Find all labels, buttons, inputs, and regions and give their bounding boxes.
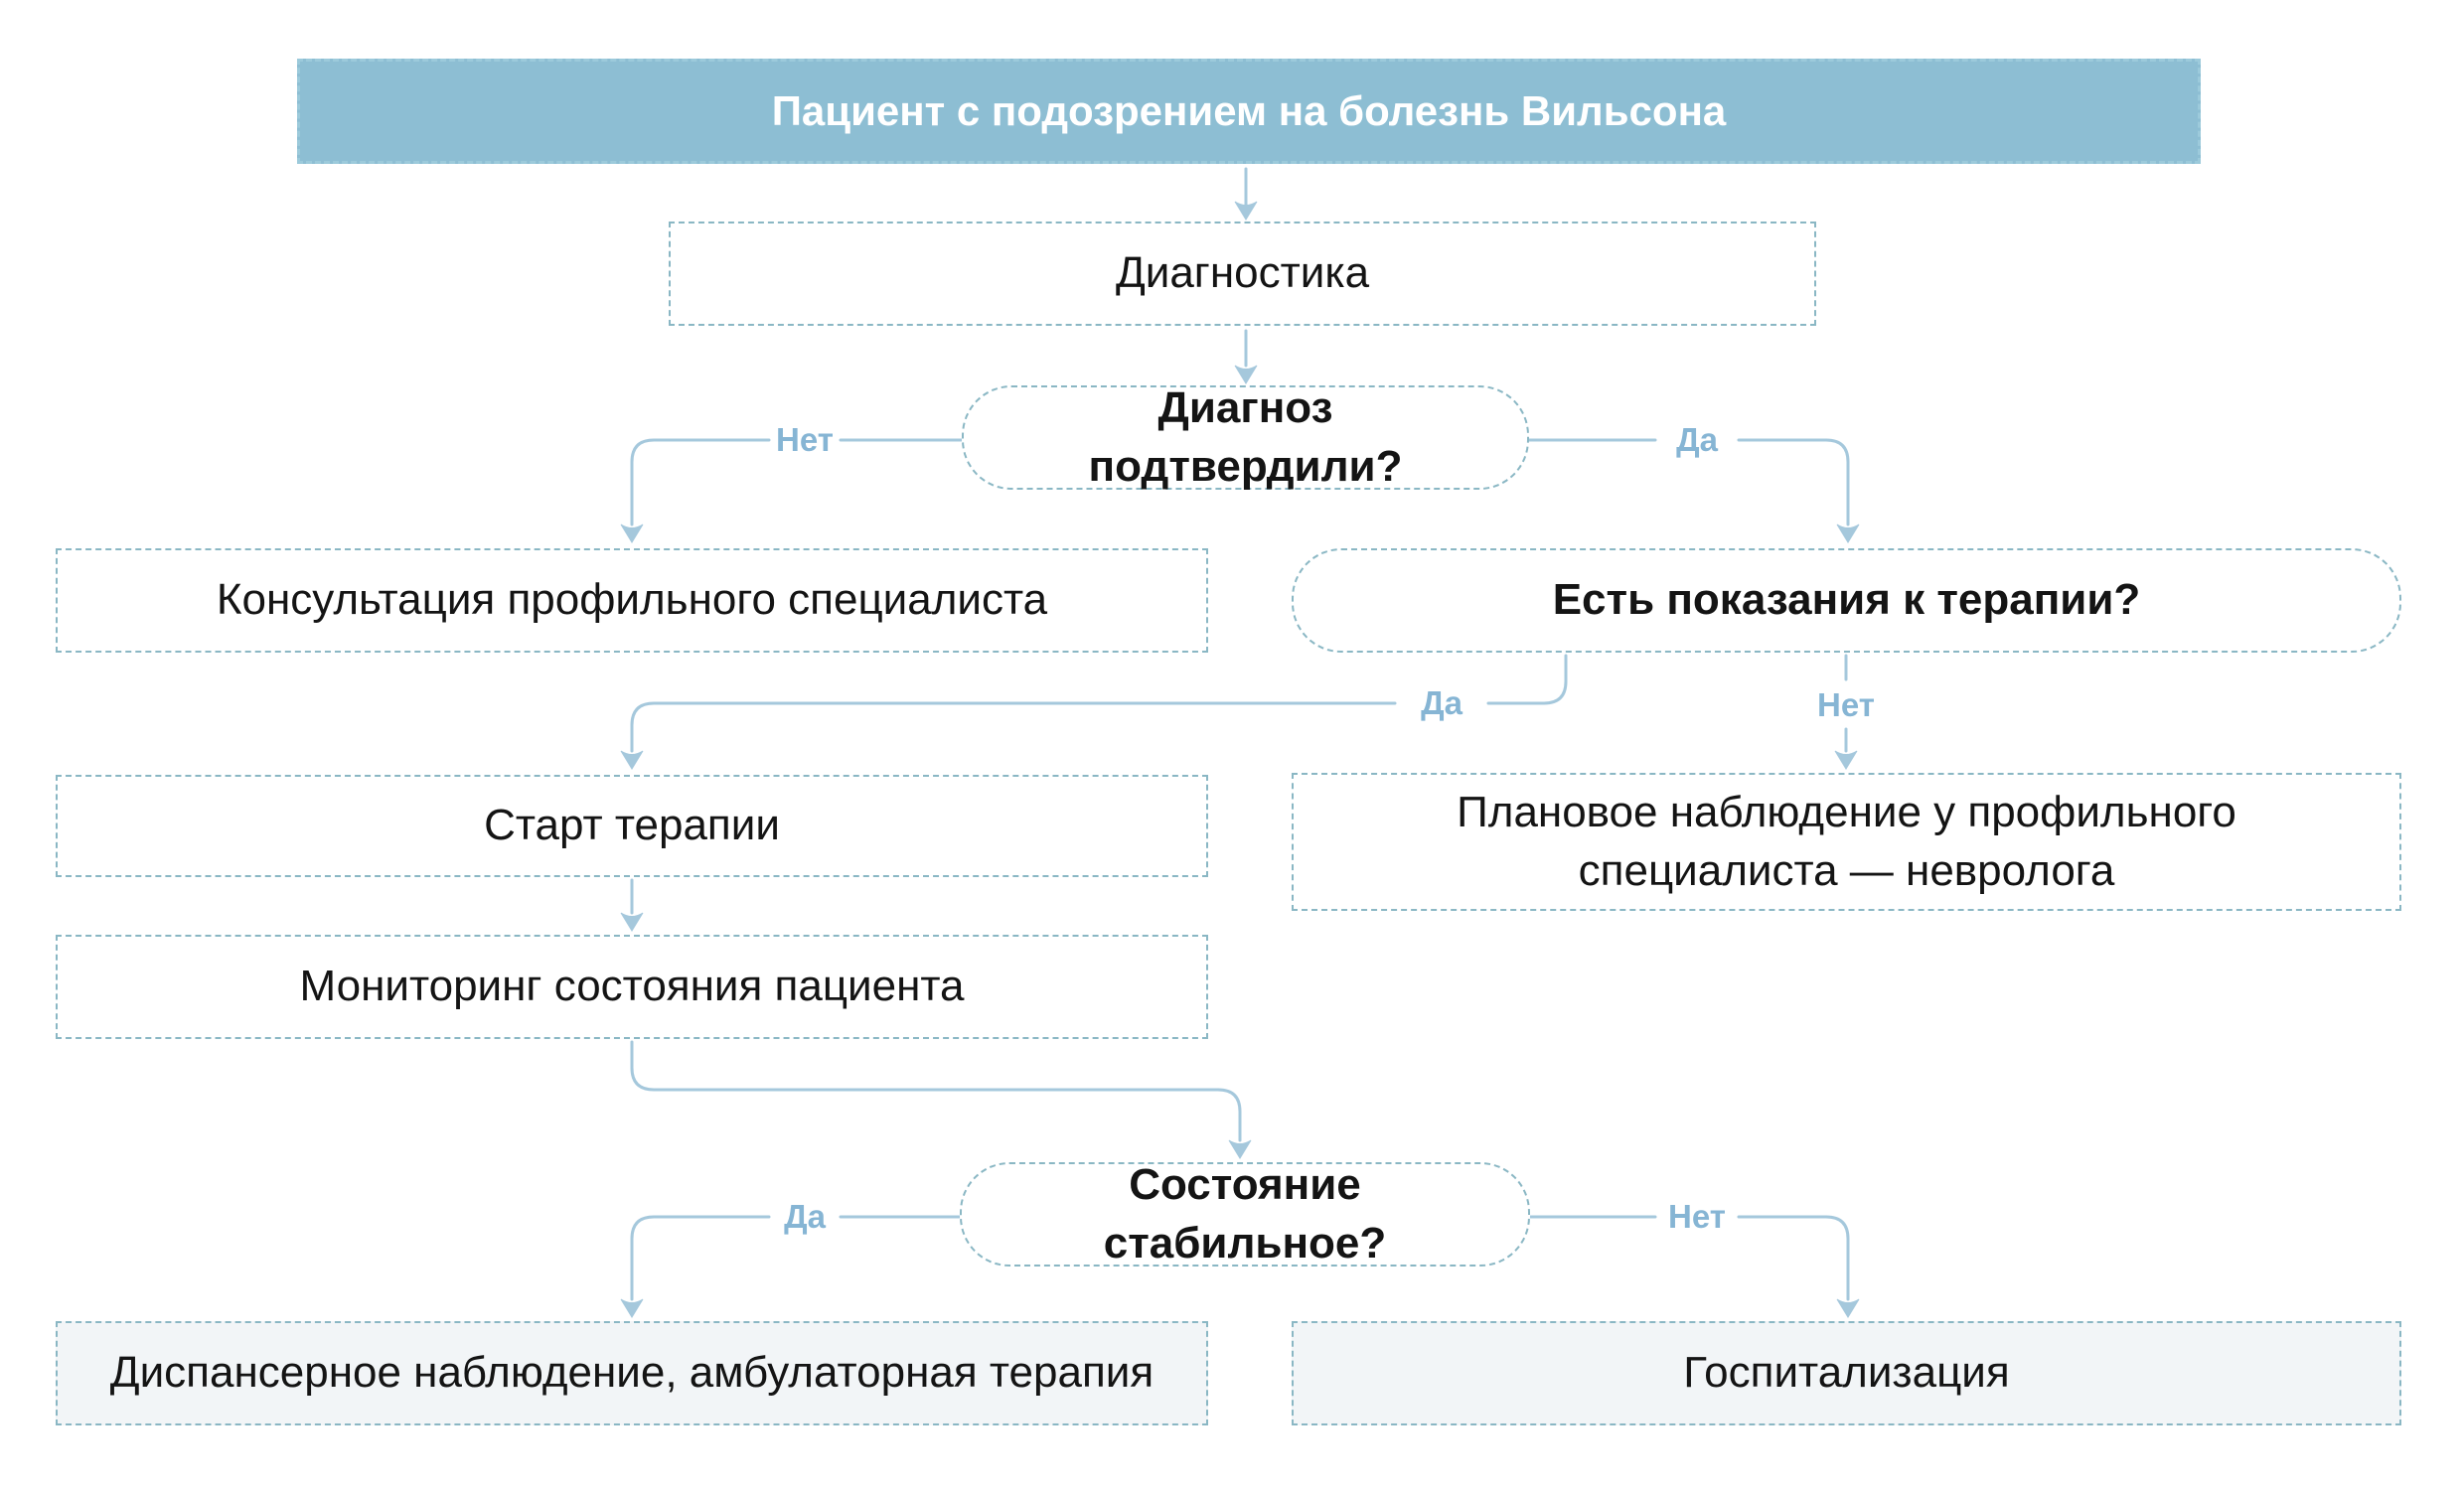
arrowhead — [621, 524, 643, 542]
connector-stable-yes — [632, 1217, 769, 1299]
node-start: Пациент с подозрением на болезнь Вильсона — [297, 59, 2201, 164]
edge-label-therapy-no: Нет — [1817, 686, 1875, 723]
node-routine-observation: Плановое наблюдение у профильного специалиста — невролога — [1292, 773, 2401, 911]
arrowhead — [621, 751, 643, 769]
node-dispensary: Диспансерное наблюдение, амбулаторная терапия — [56, 1321, 1208, 1425]
connector-diagnosis-no — [632, 440, 769, 524]
connector-monitoring-stable — [632, 1042, 1240, 1140]
connector-diagnosis-yes — [1739, 440, 1848, 524]
edge-label-stable-no: Нет — [1668, 1198, 1726, 1235]
node-therapy-indicated: Есть показания к терапии? — [1292, 548, 2401, 653]
node-diagnostics: Диагностика — [669, 222, 1816, 326]
node-start-therapy: Старт терапии — [56, 775, 1208, 877]
node-consultation: Консультация профильного специалиста — [56, 548, 1208, 653]
edge-label-diagnosis-yes: Да — [1676, 421, 1718, 458]
edge-label-therapy-yes: Да — [1421, 684, 1463, 721]
arrowhead — [1235, 202, 1257, 220]
arrowhead — [1229, 1140, 1251, 1158]
arrowhead — [621, 1299, 643, 1317]
arrowhead — [1837, 1299, 1859, 1317]
node-monitoring: Мониторинг состояния пациента — [56, 935, 1208, 1039]
node-hospitalization: Госпитализация — [1292, 1321, 2401, 1425]
connector-stable-no — [1739, 1217, 1848, 1299]
node-condition-stable: Состояние стабильное? — [960, 1162, 1530, 1267]
connector-therapy-yes — [632, 703, 1395, 751]
edge-label-diagnosis-no: Нет — [776, 421, 834, 458]
arrowhead — [621, 913, 643, 931]
node-diagnosis-confirmed: Диагноз подтвердили? — [962, 385, 1529, 490]
arrowhead — [1837, 524, 1859, 542]
connector-therapy-yes — [1488, 656, 1566, 703]
edge-label-stable-yes: Да — [784, 1198, 826, 1235]
arrowhead — [1835, 751, 1857, 769]
